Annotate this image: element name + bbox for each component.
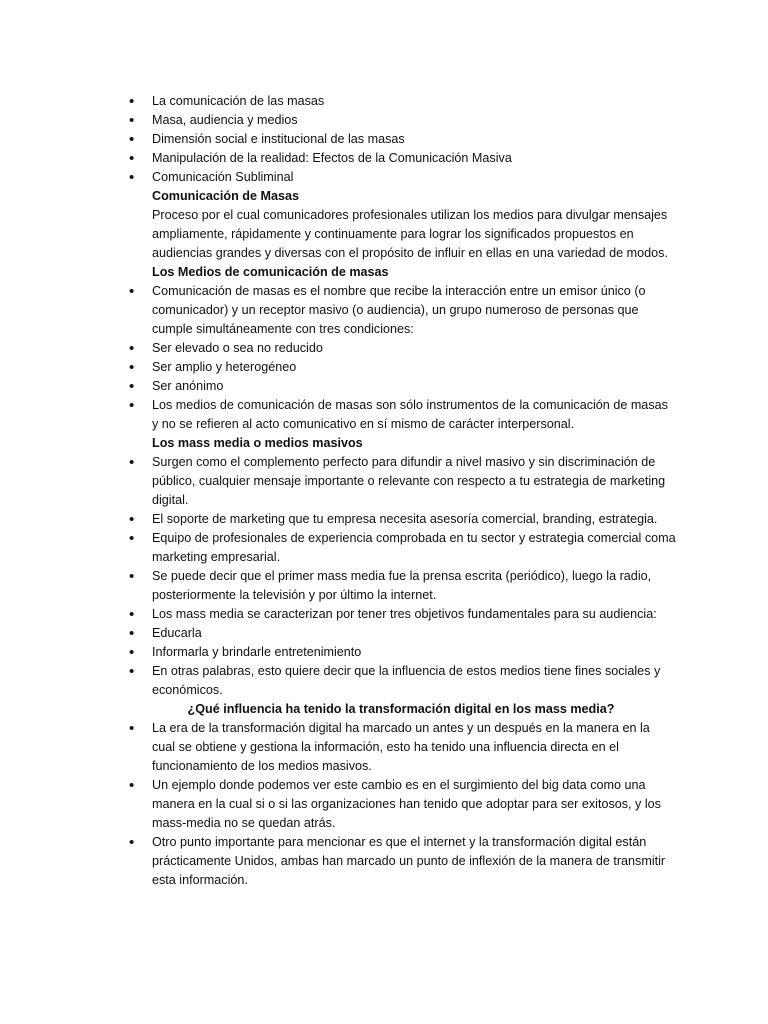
list-item: • Informarla y brindarle entretenimiento [126, 643, 676, 662]
section-heading: Los mass media o medios masivos [152, 436, 363, 450]
list-item: • Ser amplio y heterogéneo [126, 358, 676, 377]
section-heading: Comunicación de Masas [152, 189, 299, 203]
list-item: • Los medios de comunicación de masas son sólo instrumentos de la comunicación de masas y no se refieren al acto comunicativo en sí mismo de carácter interpersonal. [126, 396, 676, 434]
list-item: • Dimensión social e institucional de las masas [126, 130, 676, 149]
list-item: • Se puede decir que el primer mass media fue la prensa escrita (periódico), luego la radio, posteriormente la televisión y por último la internet. [126, 567, 676, 605]
list-item: • Ser anónimo [126, 377, 676, 396]
list-item: • En otras palabras, esto quiere decir que la influencia de estos medios tiene fines sociales y económicos. [126, 662, 676, 700]
list-item: • Los mass media se caracterizan por tener tres objetivos fundamentales para su audiencia: [126, 605, 676, 624]
list-item: • La era de la transformación digital ha marcado un antes y un después en la manera en la cual se obtiene y gestiona la información, esto ha tenido una influencia directa en el funcionamiento de los medios masivos. [126, 719, 676, 776]
section-heading-centered: ¿Qué influencia ha tenido la transformación digital en los mass media? [187, 702, 615, 716]
list-item: • Equipo de profesionales de experiencia comprobada en tu sector y estrategia comercial coma marketing empresarial. [126, 529, 676, 567]
list-item: • Comunicación de masas es el nombre que recibe la interacción entre un emisor único (o comunicador) y un receptor masivo (o audiencia), un grupo numeroso de personas que cumple simultáneamente con tres condiciones: [126, 282, 676, 339]
list-item: • Ser elevado o sea no reducido [126, 339, 676, 358]
list-item: • Manipulación de la realidad: Efectos de la Comunicación Masiva [126, 149, 676, 168]
list-item: • El soporte de marketing que tu empresa necesita asesoría comercial, branding, estrategia. [126, 510, 676, 529]
paragraph: Proceso por el cual comunicadores profesionales utilizan los medios para divulgar mensajes ampliamente, rápidamente y continuamente para lograr los significados propuestos en audiencias grandes y diversas con el propósito de influir en ellas en una variedad de modos. [152, 208, 668, 260]
list-item: • Comunicación Subliminal [126, 168, 676, 187]
document-body [126, 92, 676, 890]
list-item: • Surgen como el complemento perfecto para difundir a nivel masivo y sin discriminación de público, cualquier mensaje importante o relevante con respecto a tu estrategia de marketing digital. [126, 453, 676, 510]
list-item: • Otro punto importante para mencionar es que el internet y la transformación digital están prácticamente Unidos, ambas han marcado un punto de inflexión de la manera de transmitir esta información. [126, 833, 676, 890]
list-item: • Educarla [126, 624, 676, 643]
section-heading: Los Medios de comunicación de masas [152, 265, 389, 279]
list-item: • Masa, audiencia y medios [126, 111, 676, 130]
list-item: • La comunicación de las masas [126, 92, 676, 111]
list-item: • Un ejemplo donde podemos ver este cambio es en el surgimiento del big data como una manera en la cual si o si las organizaciones han tenido que adoptar para ser exitosos, y los mass-media no se quedan atrás. [126, 776, 676, 833]
